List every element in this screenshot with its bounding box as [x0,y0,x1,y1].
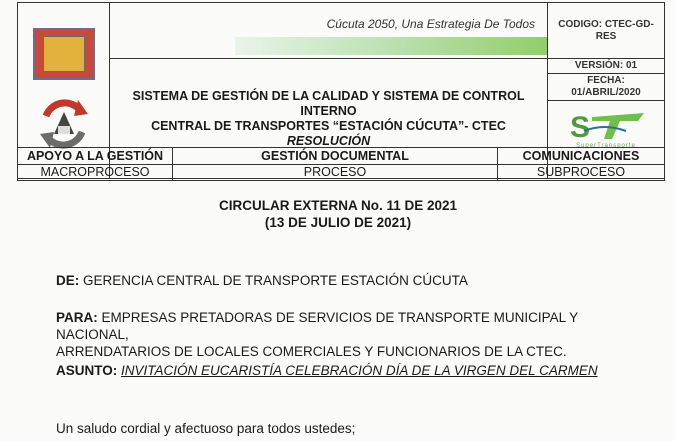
subproceso-value: COMUNICACIONES [498,148,665,165]
fecha-block [548,74,664,101]
fecha-value: 01/ABRIL/2020 [571,87,641,98]
system-line-4: RESOLUCIÓN [286,133,371,148]
subject-label: ASUNTO: [56,363,118,378]
ctec-arrows-logo [34,94,94,154]
system-line-3: CENTRAL DE TRANSPORTES “ESTACIÓN CÚCUTA”- CTEC [151,118,506,133]
macroproceso-value: APOYO A LA GESTIÓN [18,148,173,165]
seal-shield-icon [43,36,85,72]
fecha-label: FECHA: [587,75,625,86]
to-line-1 [56,309,626,343]
to-block [56,309,626,360]
macroproceso-label: MACROPROCESO [18,164,173,181]
svg-text:S: S [570,111,591,143]
circular-title-line-1: CIRCULAR EXTERNA No. 11 DE 2021 [218,198,458,213]
city-seal-logo [33,28,95,80]
version-cell [548,59,665,74]
codigo-value: CTEC-GD-RES [595,18,654,42]
to-label: PARA: [56,310,98,325]
process-labels-row [18,164,665,181]
circular-date-line: (13 DE JULIO DE 2021) [264,215,412,230]
subproceso-label: SUBPROCESO [498,164,665,181]
supertransporte-logo [564,109,648,143]
slogan-text: Cúcuta 2050, Una Estrategia De Todos [326,17,535,31]
system-line-2: INTERNO [300,103,357,118]
process-values-row [18,148,665,165]
proceso-value: GESTIÓN DOCUMENTAL [173,148,498,165]
greeting-line: Un saludo cordial y afectuoso para todos ustedes; [56,421,356,436]
codigo-label: CODIGO: [558,18,603,30]
circular-title [0,197,676,231]
system-line-1: SISTEMA DE GESTIÓN DE LA CALIDAD Y SISTEMA DE CONTROL [132,88,525,103]
subject-line [56,362,626,379]
subject-text: INVITACIÓN EUCARISTÍA CELEBRACIÓN DÍA DE LA VIRGEN DEL CARMEN [121,363,598,378]
from-line [56,272,626,289]
process-table [17,147,665,181]
supertransporte-caption: SuperTransporte [576,143,636,149]
proceso-label: PROCESO [173,164,498,181]
to-text-1: EMPRESAS PRETADORAS DE SERVICIOS DE TRANSPORTE MUNICIPAL Y NACIONAL, [56,310,578,342]
from-text: GERENCIA CENTRAL DE TRANSPORTE ESTACIÓN CÚCUTA [83,273,468,288]
from-label: DE: [56,273,80,288]
slogan-banner [235,37,547,55]
to-text-2: ARRENDATARIOS DE LOCALES COMERCIALES Y FUNCIONARIOS DE LA CTEC. [56,344,567,359]
code-cell [548,3,665,59]
slogan-cell [110,3,548,59]
version-text: VERSIÓN: 01 [574,60,638,71]
